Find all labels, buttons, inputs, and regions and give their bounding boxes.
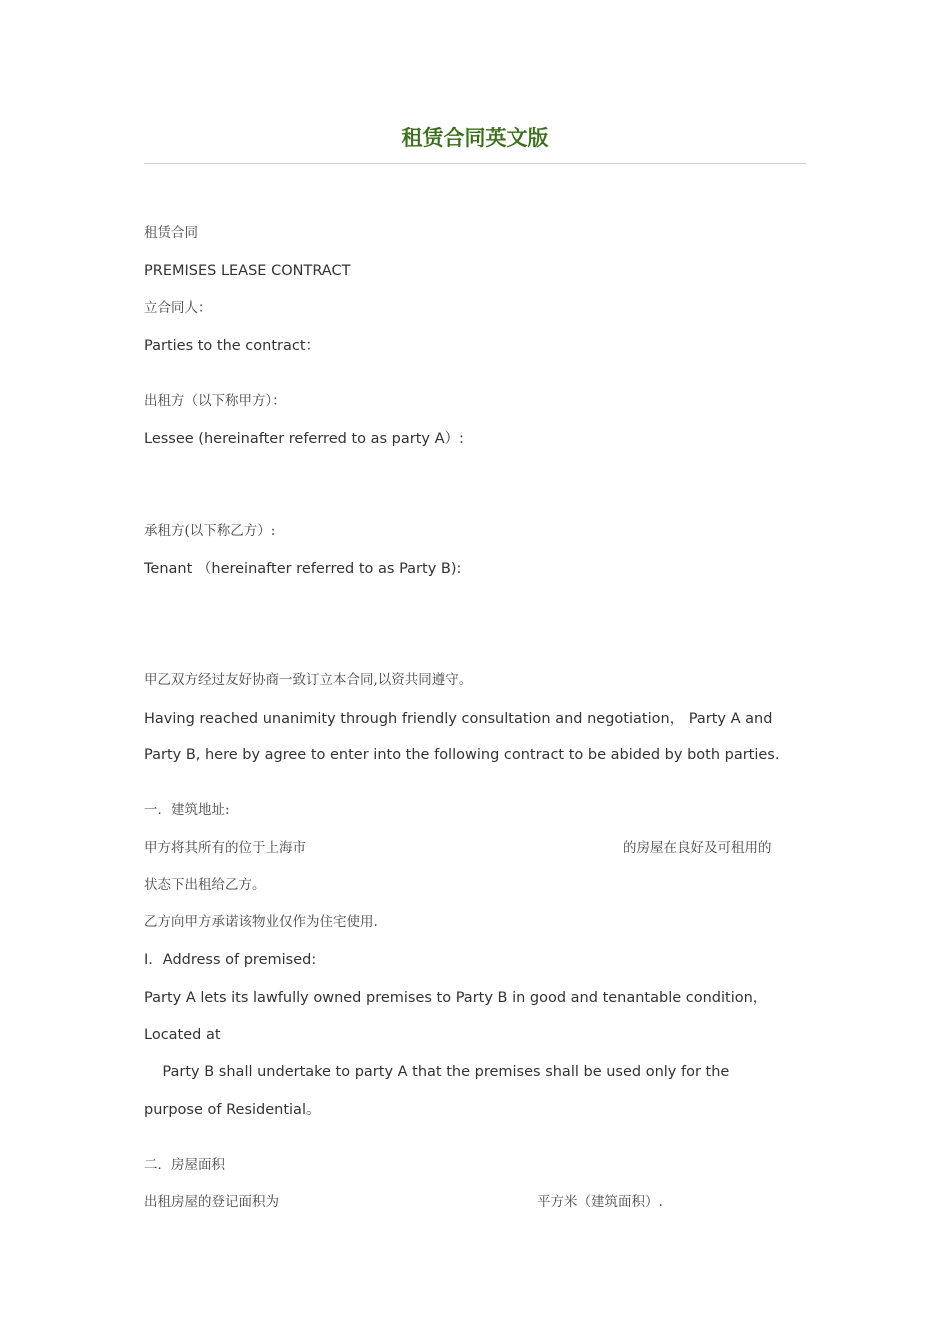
section1-usage-zh: 乙方向甲方承诺该物业仅作为住宅使用. (144, 914, 378, 930)
section2-area-zh-left: 出租房屋的登记面积为 (144, 1194, 279, 1210)
document-title: 租赁合同英文版 (401, 125, 549, 150)
party-b-label-zh: 承租方(以下称乙方）: (144, 523, 276, 539)
section2-area-zh-right: 平方米（建筑面积）. (537, 1194, 663, 1210)
section1-usage-en-line2: purpose of Residential。 (144, 1102, 321, 1118)
agreement-paragraph-en-line2: Party B, here by agree to enter into the following contract to be abided by both parties. (144, 747, 780, 763)
section1-address-zh-right: 的房屋在良好及可租用的 (623, 840, 772, 856)
section1-condition-zh: 状态下出租给乙方。 (144, 877, 266, 893)
contract-heading-en: PREMISES LEASE CONTRACT (144, 263, 351, 279)
parties-label-zh: 立合同人： (144, 300, 212, 316)
section1-address-zh-left: 甲方将其所有的位于上海市 (144, 840, 306, 856)
parties-label-en: Parties to the contract： (144, 338, 321, 354)
section1-premises-en: Party A lets its lawfully owned premises to Party B in good and tenantable condition， (144, 990, 768, 1006)
contract-heading-zh: 租赁合同 (144, 225, 198, 241)
section1-heading-en: Ⅰ．Address of premised: (144, 952, 317, 968)
agreement-paragraph-en-line1: Having reached unanimity through friendly consultation and negotiation， Party A and (144, 711, 773, 727)
title-divider (144, 163, 806, 164)
section2-heading-zh: 二．房屋面积 (144, 1157, 225, 1173)
party-a-label-zh: 出租方（以下称甲方）： (144, 393, 286, 409)
party-b-label-en: Tenant （hereinafter referred to as Party B): (144, 561, 462, 577)
section1-located-en: Located at (144, 1027, 221, 1043)
party-a-label-en: Lessee (hereinafter referred to as party A）: (144, 431, 464, 447)
section1-heading-zh: 一．建筑地址: (144, 802, 230, 818)
agreement-paragraph-zh: 甲乙双方经过友好协商一致订立本合同,以资共同遵守。 (144, 672, 473, 688)
section1-usage-en-line1: Party B shall undertake to party A that the premises shall be used only for the (144, 1064, 730, 1080)
